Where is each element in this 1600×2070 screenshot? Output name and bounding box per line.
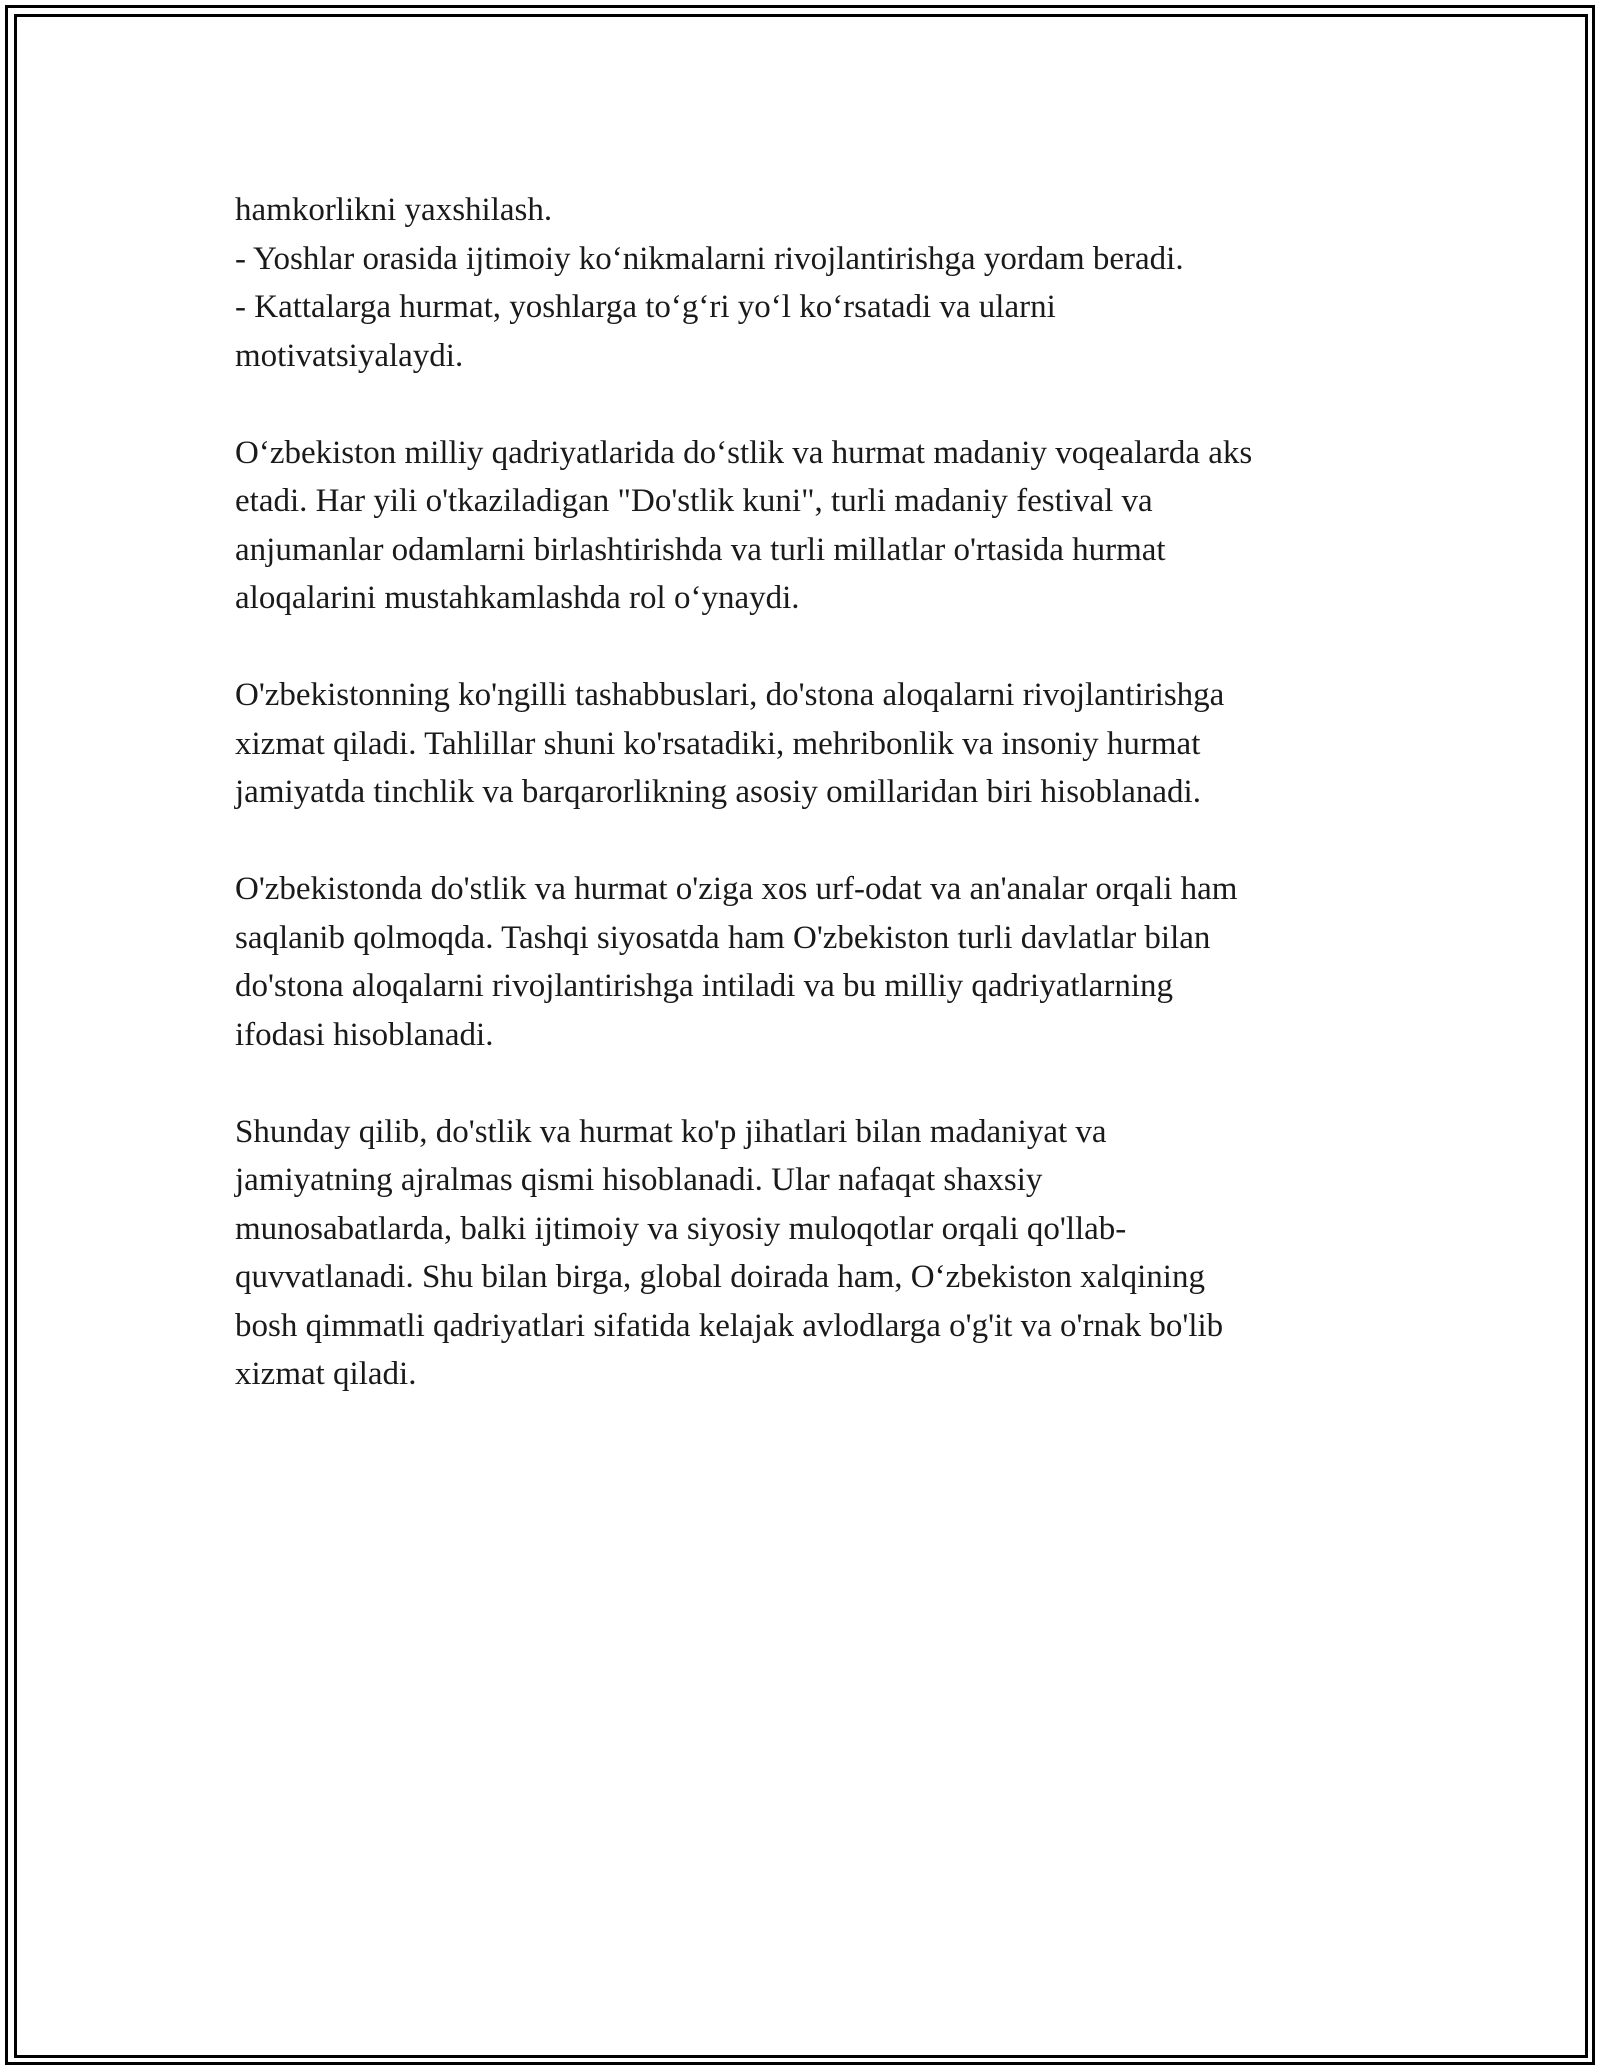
text-line: do'stona aloqalarni rivojlantirishga intiladi va bu milliy qadriyatlarning [235, 968, 1173, 1004]
text-line: - Yoshlar orasida ijtimoiy ko‘nikmalarni rivojlantirishga yordam beradi. [235, 240, 1184, 277]
text-line: - Kattalarga hurmat, yoshlarga to‘g‘ri yo‘l ko‘rsatadi va ularni [235, 289, 1056, 325]
text-line: saqlanib qolmoqda. Tashqi siyosatda ham O'zbekiston turli davlatlar bilan [235, 919, 1211, 956]
text-line: xizmat qiladi. Tahlillar shuni ko'rsatadiki, mehribonlik va insoniy hurmat [235, 725, 1201, 762]
text-line: quvvatlanadi. Shu bilan birga, global doirada ham, O‘zbekiston xalqining [235, 1259, 1205, 1295]
text-line: O‘zbekiston milliy qadriyatlarida do‘stlik va hurmat madaniy voqealarda aks [235, 434, 1253, 471]
text-line: motivatsiyalaydi. [235, 337, 464, 374]
paragraph-1 [235, 186, 1395, 380]
text-line: O'zbekistonning ko'ngilli tashabbuslari, do'stona aloqalarni rivojlantirishga [235, 677, 1225, 713]
text-line: jamiyatda tinchlik va barqarorlikning asosiy omillaridan biri hisoblanadi. [235, 774, 1201, 810]
text-line: ifodasi hisoblanadi. [235, 1016, 494, 1053]
text-line: xizmat qiladi. [235, 1356, 417, 1392]
text-line: jamiyatning ajralmas qismi hisoblanadi. Ular nafaqat shaxsiy [235, 1162, 1043, 1198]
text-line: aloqalarini mustahkamlashda rol o‘ynaydi. [235, 580, 800, 616]
paragraph-4 [235, 865, 1395, 1059]
text-line: bosh qimmatli qadriyatlari sifatida kelajak avlodlarga o'g'it va o'rnak bo'lib [235, 1307, 1224, 1344]
paragraph-5 [235, 1108, 1395, 1399]
text-line: hamkorlikni yaxshilash. [235, 192, 553, 228]
paragraph-3 [235, 671, 1395, 817]
document-body [235, 186, 1395, 1447]
text-line: O'zbekistonda do'stlik va hurmat o'ziga xos urf-odat va an'analar orqali ham [235, 871, 1238, 907]
text-line: Shunday qilib, do'stlik va hurmat ko'p jihatlari bilan madaniyat va [235, 1113, 1107, 1150]
text-line: anjumanlar odamlarni birlashtirishda va turli millatlar o'rtasida hurmat [235, 531, 1166, 568]
paragraph-2 [235, 429, 1395, 623]
text-line: munosabatlarda, balki ijtimoiy va siyosiy muloqotlar orqali qo'llab- [235, 1210, 1127, 1247]
text-line: etadi. Har yili o'tkaziladigan "Do'stlik kuni", turli madaniy festival va [235, 483, 1153, 519]
